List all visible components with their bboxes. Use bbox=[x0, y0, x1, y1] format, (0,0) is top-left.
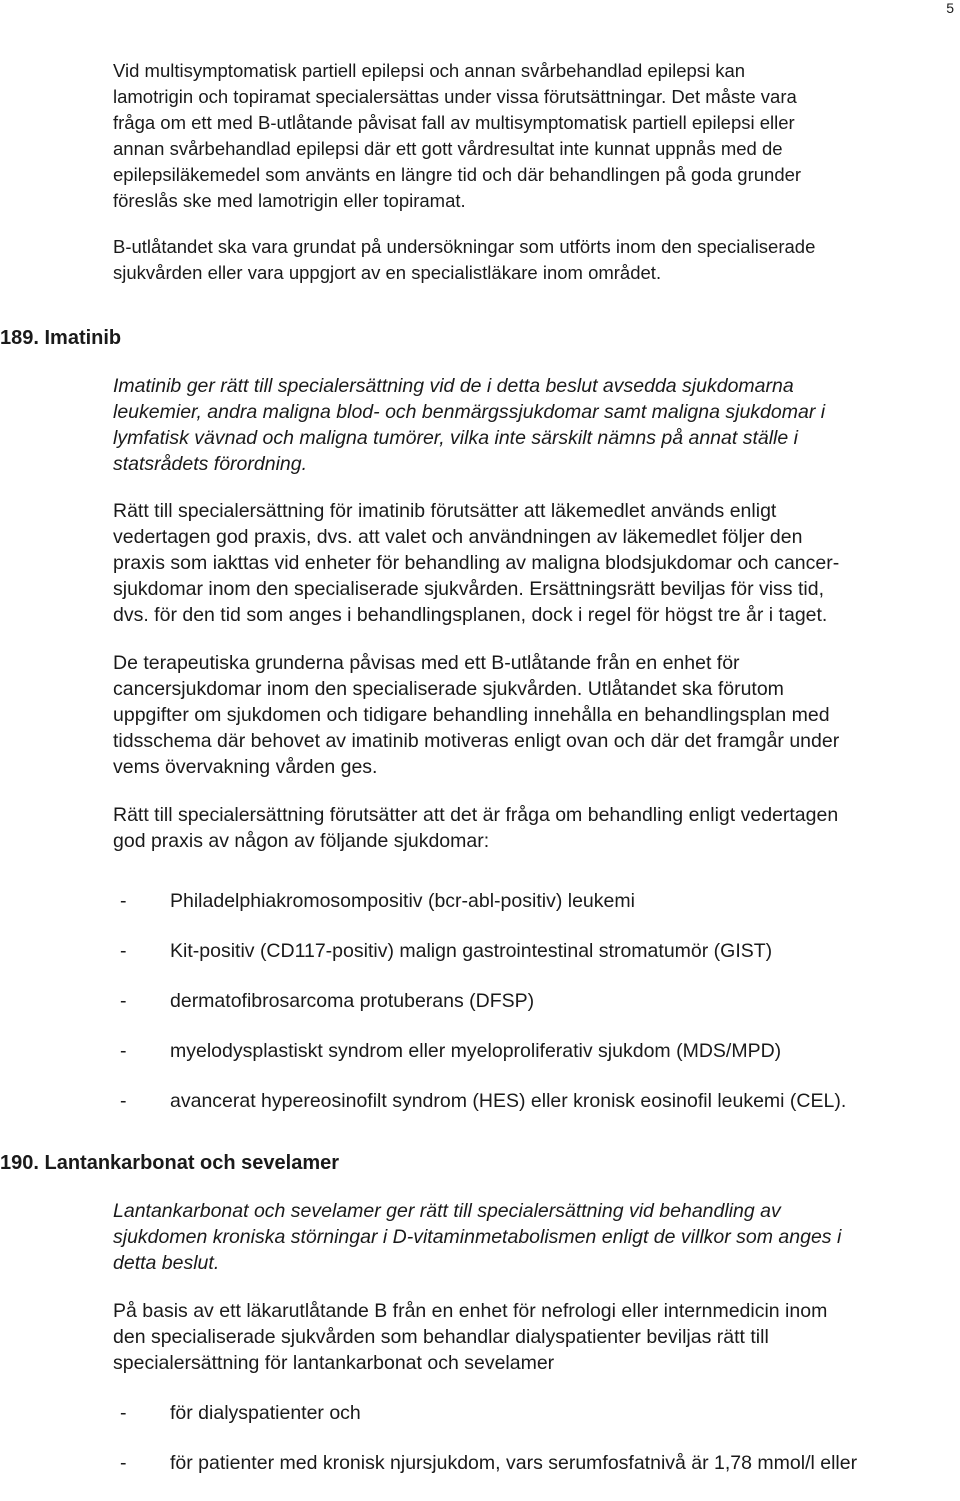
section-190-heading: 190. Lantankarbonat och sevelamer bbox=[0, 1152, 340, 1174]
section-189-paragraph-4: Rätt till specialersättning förutsätter att det är fråga om behandling enligt vedertagen god praxis av någon av följande sjukdomar: bbox=[113, 804, 839, 852]
list-dash: - bbox=[120, 890, 127, 912]
list-dash: - bbox=[120, 1452, 127, 1474]
section-190-intro: Lantankarbonat och sevelamer ger rätt till specialersättning vid behandling av sjukdomen kroniska störningar i D-vitaminmetabolismen enligt de villkor som anges i detta beslut. bbox=[113, 1200, 842, 1274]
section-190-paragraph-2: På basis av ett läkarutlåtande B från en enhet för nefrologi eller internmedicin inom den specialiserade sjukvården som behandlar dialyspatienter beviljas rätt till specialersättning för lantankarbonat och sevelamer bbox=[113, 1300, 828, 1374]
list-item-text: för dialyspatienter och bbox=[170, 1402, 361, 1424]
section-189-heading: 189. Imatinib bbox=[0, 327, 122, 349]
page-number: 5 bbox=[946, 0, 954, 16]
list-item bbox=[120, 1089, 950, 1139]
section-189-paragraph-3: De terapeutiska grunderna påvisas med ett B-utlåtande från en enhet för cancersjukdomar inom den specialiserade sjukvården. Utlåtandet ska förutom uppgifter om sjukdomen och tidigare behandling innehålla en behandlingsplan med tidsschema där behovet av imatinib motiveras enligt ovan och där det framgår under vems övervakning vården ges. bbox=[113, 652, 840, 778]
intro-paragraph-2: B-utlåtandet ska vara grundat på undersökningar som utförts inom den specialiserade sjukvården eller vara uppgjort av en specialistläkare inom området. bbox=[113, 236, 816, 284]
list-dash: - bbox=[120, 990, 127, 1012]
list-item-text: Philadelphiakromosompositiv (bcr-abl-positiv) leukemi bbox=[170, 890, 635, 912]
list-item bbox=[120, 939, 950, 989]
list-dash: - bbox=[120, 1090, 127, 1112]
list-item-text: Kit-positiv (CD117-positiv) malign gastrointestinal stromatumör (GIST) bbox=[170, 940, 773, 962]
list-item bbox=[120, 889, 950, 939]
list-item-text: dermatofibrosarcoma protuberans (DFSP) bbox=[170, 990, 535, 1012]
list-item bbox=[120, 1039, 950, 1089]
list-dash: - bbox=[120, 940, 127, 962]
section-190-criteria-list bbox=[120, 1401, 950, 1501]
list-item-text: för patienter med kronisk njursjukdom, vars serumfosfatnivå är 1,78 mmol/l eller bbox=[170, 1452, 858, 1474]
list-dash: - bbox=[120, 1402, 127, 1424]
list-item-text: avancerat hypereosinofilt syndrom (HES) eller kronisk eosinofil leukemi (CEL). bbox=[170, 1090, 847, 1112]
list-dash: - bbox=[120, 1040, 127, 1062]
section-189-paragraph-2: Rätt till specialersättning för imatinib förutsätter att läkemedlet används enligt vedertagen god praxis, dvs. att valet och användningen av läkemedlet följer den praxis som iakttas vid enheter för behandling av maligna blodsjukdomar och cancer- sjukdomar inom den specialiserade sjukvården. Ersättningsrätt beviljas för viss tid, dvs. för den tid som anges i behandlingsplanen, dock i regel för högst tre år i taget. bbox=[113, 500, 840, 626]
section-189-disease-list bbox=[120, 889, 950, 1139]
list-item bbox=[120, 989, 950, 1039]
section-189-intro: Imatinib ger rätt till specialersättning vid de i detta beslut avsedda sjukdomarna leukemier, andra maligna blod- och benmärgssjukdomar samt maligna sjukdomar i lymfatisk vävnad och maligna tumörer, vilka inte särskilt nämns på annat ställe i statsrådets förordning. bbox=[113, 375, 826, 475]
list-item bbox=[120, 1401, 950, 1451]
list-item bbox=[120, 1451, 950, 1501]
list-item-text: myelodysplastiskt syndrom eller myeloproliferativ sjukdom (MDS/MPD) bbox=[170, 1040, 782, 1062]
intro-paragraph-1: Vid multisymptomatisk partiell epilepsi och annan svårbehandlad epilepsi kan lamotrigin och topiramat specialersättas under vissa förutsättningar. Det måste vara fråga om ett med B-utlåtande påvisat fall av multisymptomatisk partiell epilepsi eller annan svårbehandlad epilepsi där ett gott vårdresultat inte kunnat uppnås med de epilepsiläkemedel som använts en längre tid och där behandlingen på goda grunder föreslås ske med lamotrigin eller topiramat. bbox=[113, 60, 802, 212]
